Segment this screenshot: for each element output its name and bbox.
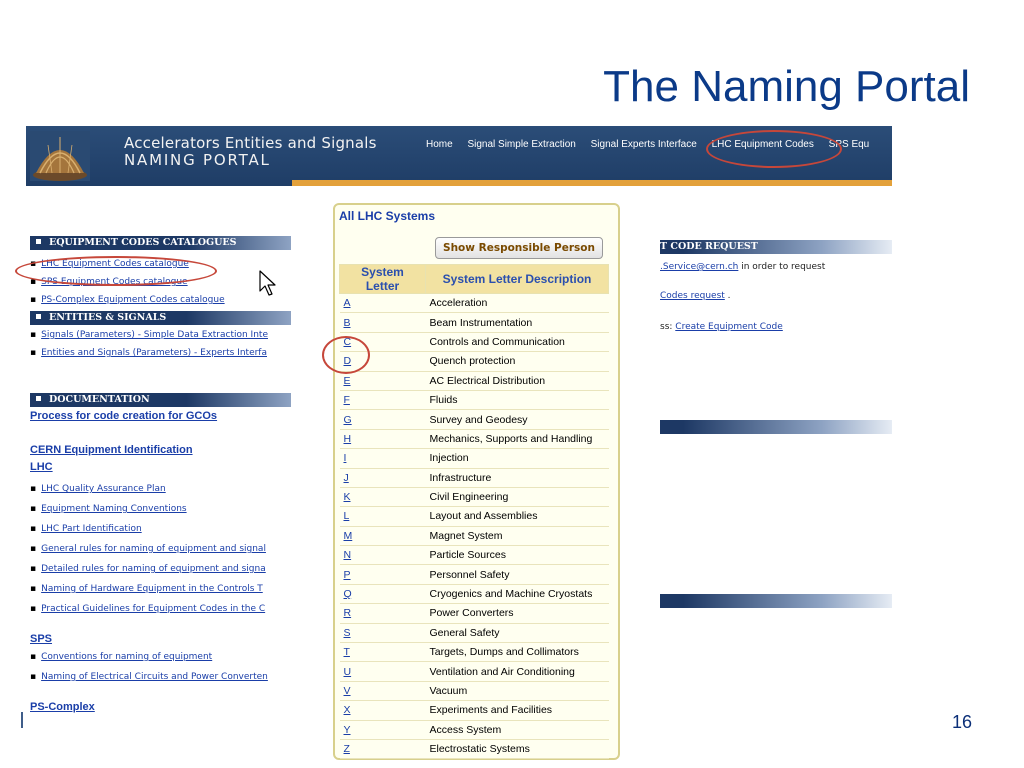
- link-sps[interactable]: SPS: [30, 633, 53, 645]
- system-letter-link[interactable]: Y: [340, 720, 426, 739]
- system-description: Injection: [426, 449, 609, 468]
- system-description: General Safety: [426, 623, 609, 642]
- table-row: [340, 332, 609, 351]
- request-line-3: ss: Create Equipment Code: [660, 322, 783, 332]
- system-letter-link[interactable]: N: [340, 546, 426, 565]
- system-description: Experiments and Facilities: [426, 701, 609, 720]
- system-letter-link[interactable]: G: [340, 410, 426, 429]
- system-description: Acceleration: [426, 294, 609, 313]
- link-ps-complex[interactable]: PS-Complex: [30, 701, 95, 713]
- column-header-description: System Letter Description: [426, 265, 609, 294]
- bullet-square-icon: [36, 314, 41, 319]
- table-row: [340, 584, 609, 603]
- link-codes-request[interactable]: Codes request: [660, 291, 725, 301]
- system-letter-link[interactable]: Z: [340, 739, 426, 758]
- system-description: Electrostatic Systems: [426, 739, 609, 758]
- system-letter-link[interactable]: E: [340, 371, 426, 390]
- section-header-catalogues: EQUIPMENT CODES CATALOGUES: [30, 236, 291, 250]
- mouse-cursor-icon: [259, 270, 279, 298]
- system-description: Mechanics, Supports and Handling: [426, 429, 609, 448]
- system-description: Infrastructure: [426, 468, 609, 487]
- link-sps-electrical-circuits[interactable]: ▪ Naming of Electrical Circuits and Power Converten: [30, 667, 291, 687]
- table-row: [340, 429, 609, 448]
- section-header-code-request: T CODE REQUEST: [660, 241, 758, 252]
- table-row: [340, 643, 609, 662]
- nav-home[interactable]: Home: [426, 139, 453, 150]
- table-row: [340, 468, 609, 487]
- table-row: [340, 294, 609, 313]
- system-description: Quench protection: [426, 352, 609, 371]
- left-column: [30, 236, 291, 713]
- cern-dome-logo-icon: [30, 131, 90, 181]
- system-letter-link[interactable]: Q: [340, 584, 426, 603]
- system-letter-link[interactable]: X: [340, 701, 426, 720]
- system-letter-link[interactable]: S: [340, 623, 426, 642]
- systems-table-body: [340, 294, 609, 759]
- popup-title: All LHC Systems: [339, 209, 436, 223]
- highlight-ring-nav: [706, 130, 842, 168]
- system-letter-link[interactable]: J: [340, 468, 426, 487]
- system-description: Magnet System: [426, 526, 609, 545]
- table-row: [340, 313, 609, 332]
- system-description: Personnel Safety: [426, 565, 609, 584]
- table-row: [340, 352, 609, 371]
- system-letter-link[interactable]: I: [340, 449, 426, 468]
- link-process-code-creation[interactable]: Process for code creation for GCOs: [30, 410, 218, 422]
- table-row: [340, 487, 609, 506]
- link-service-email[interactable]: .Service@cern.ch: [660, 262, 739, 272]
- show-responsible-person-button[interactable]: Show Responsible Person: [435, 237, 603, 259]
- link-cern-equipment-identification[interactable]: CERN Equipment Identification: [30, 444, 193, 456]
- system-description: Fluids: [426, 390, 609, 409]
- section-divider-bar-2: [660, 594, 892, 608]
- link-ps-catalogue[interactable]: ▪ PS-Complex Equipment Codes catalogue: [30, 291, 291, 309]
- brand-line-1: Accelerators Entities and Signals: [124, 134, 377, 152]
- link-practical-guidelines[interactable]: ▪ Practical Guidelines for Equipment Codes in the C: [30, 599, 291, 619]
- table-row: [340, 371, 609, 390]
- system-description: Layout and Assemblies: [426, 507, 609, 526]
- systems-table: [339, 264, 609, 759]
- system-description: Power Converters: [426, 604, 609, 623]
- link-general-rules-naming[interactable]: ▪ General rules for naming of equipment and signal: [30, 539, 291, 559]
- system-description: Targets, Dumps and Collimators: [426, 643, 609, 662]
- system-letter-link[interactable]: P: [340, 565, 426, 584]
- system-description: Vacuum: [426, 681, 609, 700]
- table-row: [340, 739, 609, 758]
- bullet-square-icon: [36, 239, 41, 244]
- header-accent-stripe: [292, 180, 892, 186]
- link-create-equipment-code[interactable]: Create Equipment Code: [675, 322, 783, 332]
- system-letter-link[interactable]: D: [340, 352, 426, 371]
- system-description: Survey and Geodesy: [426, 410, 609, 429]
- table-row: [340, 565, 609, 584]
- link-signals-experts[interactable]: ▪ Entities and Signals (Parameters) - Experts Interfa: [30, 344, 291, 362]
- link-lhc[interactable]: LHC: [30, 461, 53, 473]
- table-row: [340, 390, 609, 409]
- section-divider-bar-1: [660, 420, 892, 434]
- nav-signal-experts-interface[interactable]: Signal Experts Interface: [590, 139, 697, 150]
- request-line-2: Codes request .: [660, 291, 731, 301]
- table-row: [340, 604, 609, 623]
- link-naming-hardware-controls[interactable]: ▪ Naming of Hardware Equipment in the Controls T: [30, 579, 291, 599]
- table-row: [340, 681, 609, 700]
- lhc-systems-popup: [333, 203, 620, 760]
- system-description: Particle Sources: [426, 546, 609, 565]
- system-letter-link[interactable]: B: [340, 313, 426, 332]
- table-row: [340, 720, 609, 739]
- system-letter-link[interactable]: C: [340, 332, 426, 351]
- link-detailed-rules-naming[interactable]: ▪ Detailed rules for naming of equipment and signa: [30, 559, 291, 579]
- nav-sps-equipment[interactable]: SPS Equ: [828, 139, 870, 150]
- system-description: AC Electrical Distribution: [426, 371, 609, 390]
- system-description: Ventilation and Air Conditioning: [426, 662, 609, 681]
- system-description: Civil Engineering: [426, 487, 609, 506]
- system-letter-link[interactable]: L: [340, 507, 426, 526]
- nav-signal-simple-extraction[interactable]: Signal Simple Extraction: [467, 139, 576, 150]
- section-header-signals: ENTITIES & SIGNALS: [30, 311, 291, 325]
- system-letter-link[interactable]: U: [340, 662, 426, 681]
- link-lhc-part-identification[interactable]: ▪ LHC Part Identification: [30, 519, 291, 539]
- system-letter-link[interactable]: R: [340, 604, 426, 623]
- link-equipment-naming-conventions[interactable]: ▪ Equipment Naming Conventions: [30, 499, 291, 519]
- slide-title: The Naming Portal: [603, 62, 970, 111]
- column-header-letter: System Letter: [340, 265, 426, 294]
- system-letter-link[interactable]: K: [340, 487, 426, 506]
- table-row: [340, 410, 609, 429]
- link-sps-catalogue[interactable]: ▪ SPS Equipment Codes catalogue: [30, 273, 291, 291]
- link-lhc-catalogue[interactable]: ▪ LHC Equipment Codes catalogue: [30, 255, 291, 273]
- system-letter-link[interactable]: F: [340, 390, 426, 409]
- link-sps-conventions[interactable]: ▪ Conventions for naming of equipment: [30, 647, 291, 667]
- highlight-ring-catalogue: [15, 256, 217, 286]
- slide-edge-mark: [21, 712, 23, 728]
- table-row: [340, 507, 609, 526]
- link-lhc-quality-assurance[interactable]: ▪ LHC Quality Assurance Plan: [30, 479, 291, 499]
- system-letter-link[interactable]: V: [340, 681, 426, 700]
- highlight-ring-letter-d: [322, 336, 370, 374]
- bullet-square-icon: [36, 396, 41, 401]
- table-row: [340, 526, 609, 545]
- table-row: [340, 662, 609, 681]
- slide-number: 16: [951, 712, 972, 732]
- table-row: [340, 701, 609, 720]
- request-line-1: .Service@cern.ch in order to request: [660, 262, 826, 272]
- brand-line-2: NAMING PORTAL: [124, 151, 271, 169]
- system-description: Cryogenics and Machine Cryostats: [426, 584, 609, 603]
- system-letter-link[interactable]: H: [340, 429, 426, 448]
- table-row: [340, 449, 609, 468]
- nav-lhc-equipment-codes[interactable]: LHC Equipment Codes: [711, 139, 814, 150]
- system-letter-link[interactable]: A: [340, 294, 426, 313]
- portal-brand: [124, 135, 377, 169]
- table-row: [340, 546, 609, 565]
- system-description: Controls and Communication: [426, 332, 609, 351]
- table-row: [340, 623, 609, 642]
- system-description: Access System: [426, 720, 609, 739]
- system-letter-link[interactable]: T: [340, 643, 426, 662]
- system-description: Beam Instrumentation: [426, 313, 609, 332]
- system-letter-link[interactable]: M: [340, 526, 426, 545]
- link-signals-simple[interactable]: ▪ Signals (Parameters) - Simple Data Extraction Inte: [30, 326, 291, 344]
- section-header-documentation: DOCUMENTATION: [30, 393, 291, 407]
